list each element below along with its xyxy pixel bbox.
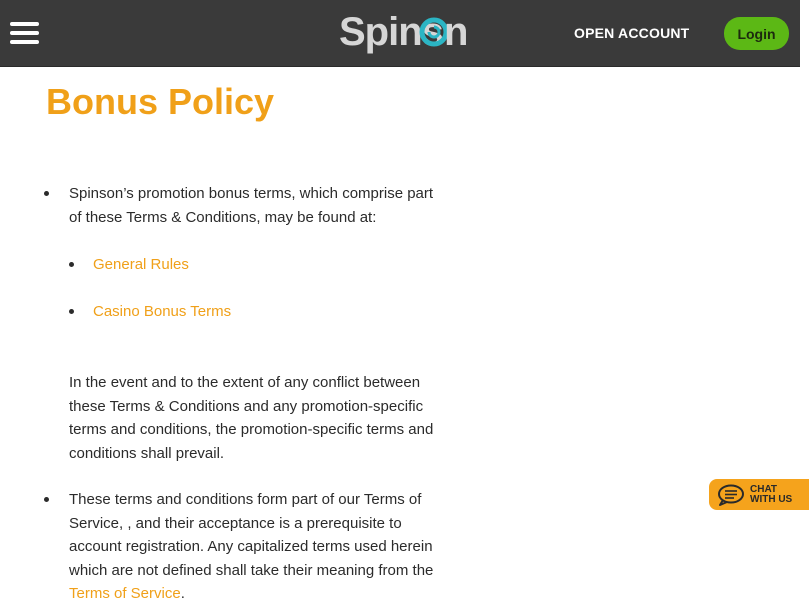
item1-text: Spinson’s promotion bonus terms, which comprise part of these Terms & Conditions, may be found at: [69,185,434,226]
casino-bonus-terms-link[interactable]: Casino Bonus Terms [93,303,232,320]
item2-paragraph [69,488,444,606]
list-item [69,253,444,276]
page-title: Bonus Policy [46,81,275,122]
menu-bar [10,22,39,26]
chat-label-line1: CHAT [750,483,778,495]
bonus-links-list [69,253,444,323]
conflict-text: In the event and to the extent of any conflict between these Terms & Conditions and any promotion-specific terms and conditions, the promotion-specific terms and conditions shall prevail. [69,374,434,462]
bullet-icon [44,191,49,196]
item2-text: These terms and conditions form part of our Terms of Service, , and their acceptance is a prerequisite to account registration. Any capitalized terms used herein which are not defined shall take their meaning from the [69,491,434,579]
bullet-icon [69,262,74,267]
svg-text:Spins: Spins [339,10,443,54]
top-header [0,0,800,67]
chat-label [750,485,798,505]
item2-end: . [180,585,185,602]
spinson-logo[interactable] [339,7,469,57]
bullet-icon [44,497,49,502]
login-button[interactable]: Login [724,17,789,50]
menu-bar [10,40,39,44]
spinson-logo-icon [339,7,469,57]
hamburger-menu-icon[interactable] [10,20,40,46]
list-item [44,182,444,465]
policy-content [44,182,444,606]
general-rules-link[interactable]: General Rules [93,256,189,273]
svg-text:n: n [444,10,469,54]
chat-bubble-icon [717,483,745,507]
bullet-icon [69,309,74,314]
chat-label-line2: WITH US [750,493,793,505]
chat-with-us-button[interactable] [709,479,809,510]
menu-bar [10,31,39,35]
open-account-link[interactable]: OPEN ACCOUNT [574,25,690,41]
list-item [69,300,444,323]
terms-of-service-link[interactable]: Terms of Service [69,585,181,602]
list-item [44,488,444,606]
